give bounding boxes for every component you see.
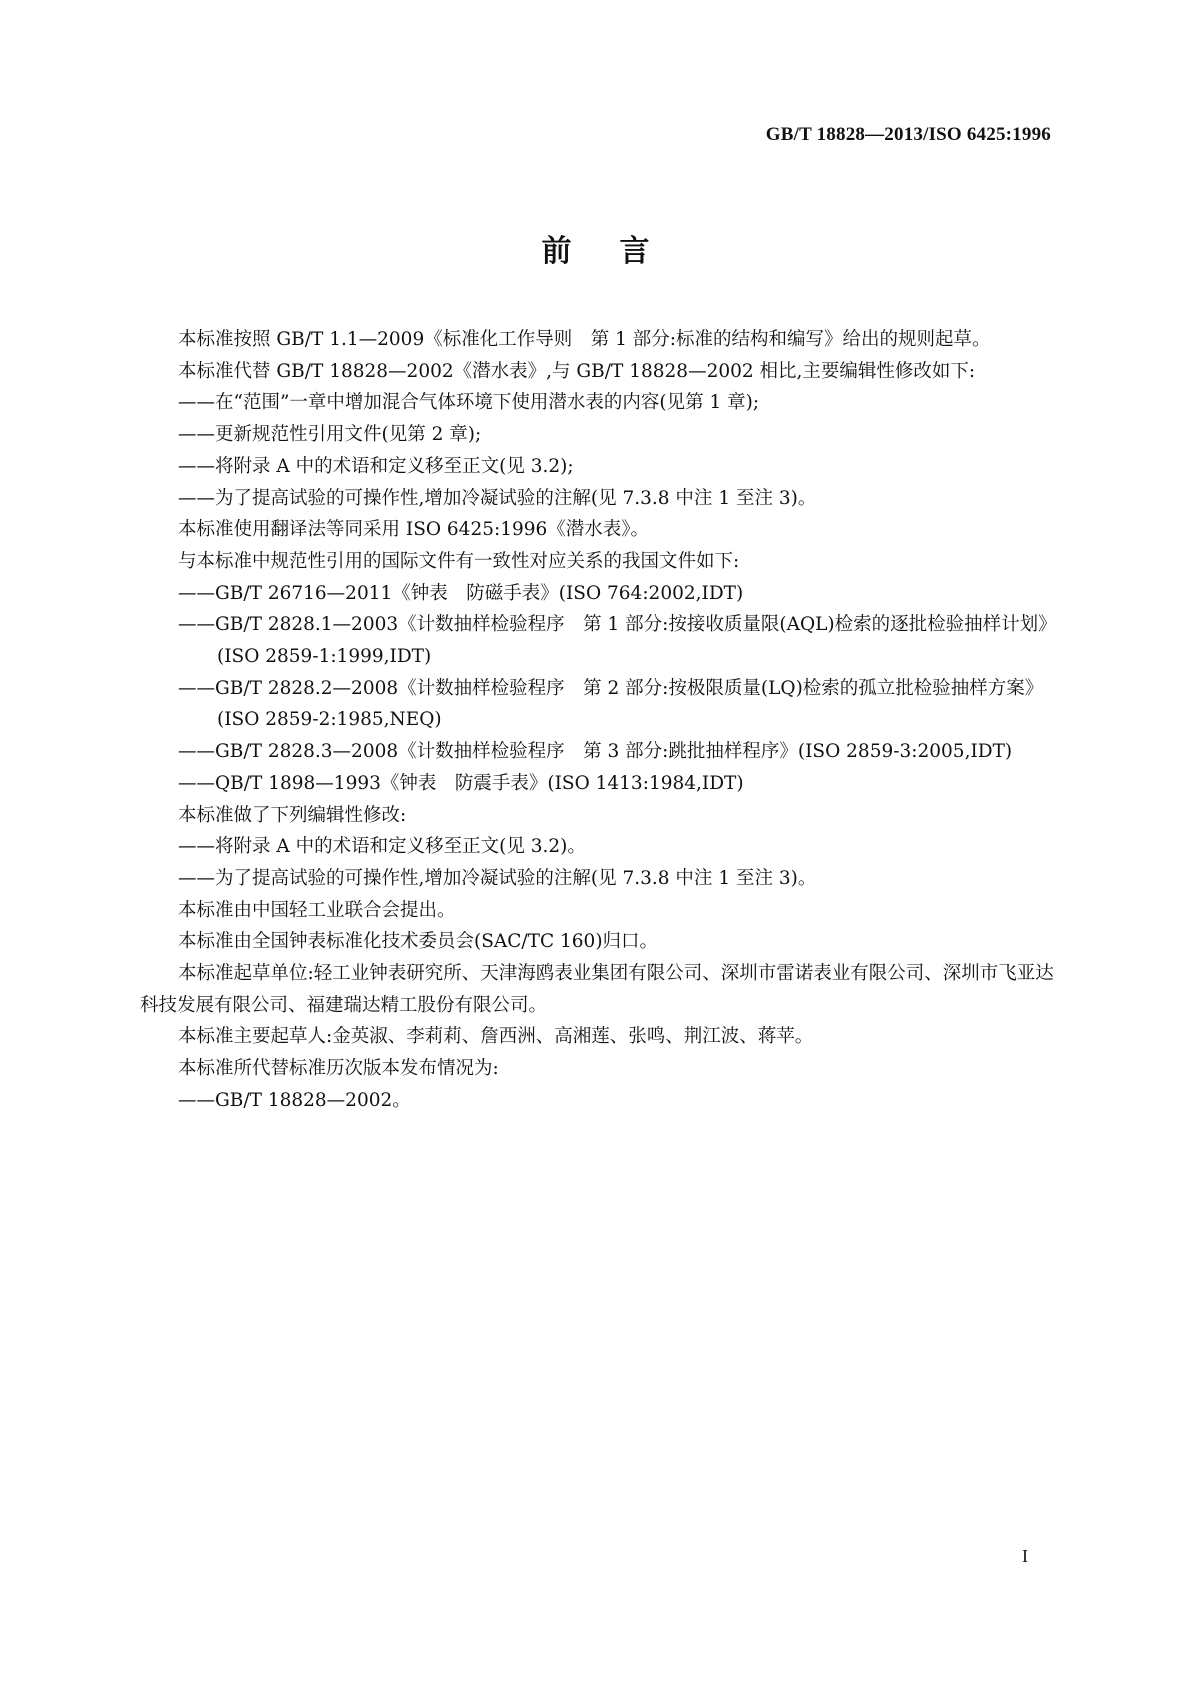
list-item: ——GB/T 2828.3—2008《计数抽样检验程序 第 3 部分:跳批抽样程序》(ISO 2859-3:2005,IDT)	[178, 741, 1013, 763]
paragraph: 本标准按照 GB/T 1.1—2009《标准化工作导则 第 1 部分:标准的结构和编写》给出的规则起草。	[178, 329, 991, 350]
list-item: ——更新规范性引用文件(见第 2 章);	[178, 424, 482, 446]
paragraph: 本标准做了下列编辑性修改:	[178, 804, 407, 826]
paragraph: 本标准代替 GB/T 18828—2002《潜水表》,与 GB/T 18828—2002 相比,主要编辑性修改如下:	[178, 360, 976, 382]
list-item: ——GB/T 18828—2002。	[178, 1089, 411, 1111]
list-item: ——为了提高试验的可操作性,增加冷凝试验的注解(见 7.3.8 中注 1 至注 3)。	[178, 867, 817, 889]
list-item: ——GB/T 2828.2—2008《计数抽样检验程序 第 2 部分:按极限质量(LQ)检索的孤立批检验抽样方案》(ISO 2859-2:1985,NEQ)	[178, 677, 1044, 731]
paragraph: 本标准由全国钟表标准化技术委员会(SAC/TC 160)归口。	[178, 931, 659, 953]
list-item: ——QB/T 1898—1993《钟表 防震手表》(ISO 1413:1984,IDT)	[178, 772, 744, 794]
paragraph: 本标准主要起草人:金英淑、李莉莉、詹西洲、高湘莲、张鸣、荆江波、蒋苹。	[178, 1026, 814, 1048]
paragraph: 本标准所代替标准历次版本发布情况为:	[178, 1058, 499, 1080]
page-title: 前言	[541, 234, 698, 269]
list-item: ——在“范围”一章中增加混合气体环境下使用潜水表的内容(见第 1 章);	[178, 392, 760, 414]
standard-code: GB/T 18828—2013/ISO 6425:1996	[765, 124, 1051, 145]
paragraph: 本标准起草单位:轻工业钟表研究所、天津海鸥表业集团有限公司、深圳市雷诺表业有限公司、深圳市飞亚达科技发展有限公司、福建瑞达精工股份有限公司。	[140, 963, 1054, 1016]
paragraph: 本标准由中国轻工业联合会提出。	[178, 899, 456, 921]
paragraph: 本标准使用翻译法等同采用 ISO 6425:1996《潜水表》。	[178, 519, 650, 541]
paragraph: 与本标准中规范性引用的国际文件有一致性对应关系的我国文件如下:	[178, 550, 740, 572]
page-number: I	[1022, 1546, 1028, 1566]
list-item: ——GB/T 26716—2011《钟表 防磁手表》(ISO 764:2002,IDT)	[178, 582, 744, 604]
list-item: ——为了提高试验的可操作性,增加冷凝试验的注解(见 7.3.8 中注 1 至注 3)。	[178, 487, 817, 509]
list-item: ——GB/T 2828.1—2003《计数抽样检验程序 第 1 部分:按接收质量限(AQL)检索的逐批检验抽样计划》(ISO 2859-1:1999,IDT)	[178, 614, 1057, 668]
foreword-body	[140, 324, 1060, 1117]
list-item: ——将附录 A 中的术语和定义移至正文(见 3.2)。	[178, 836, 586, 858]
list-item: ——将附录 A 中的术语和定义移至正文(见 3.2);	[178, 455, 574, 477]
